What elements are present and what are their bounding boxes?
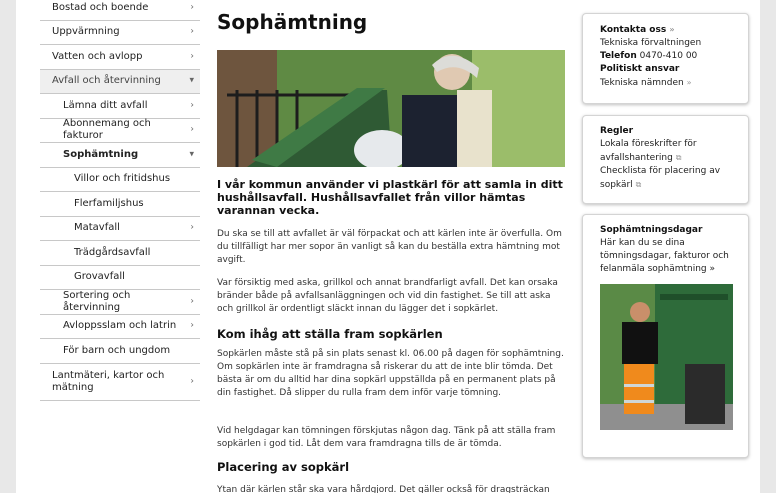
- chevron-right-icon[interactable]: ›: [190, 376, 194, 386]
- sidebar-item-bostad-och-boende[interactable]: [40, 0, 200, 21]
- sidebar-item-label: Bostad och boende: [52, 1, 149, 13]
- collection-days-box[interactable]: [582, 214, 749, 458]
- chevron-right-icon: »: [669, 25, 675, 34]
- woman-with-bin-illustration: [217, 50, 565, 167]
- sidebar-item-sortering-och-återvinning[interactable]: [40, 290, 200, 315]
- chevron-down-icon[interactable]: ▾: [189, 149, 194, 160]
- subheading-placement: Placering av sopkärl: [217, 460, 350, 474]
- chevron-right-icon[interactable]: ›: [190, 296, 194, 307]
- rules-box: [582, 115, 749, 204]
- garbage-truck-image: [600, 284, 733, 430]
- sidebar-item-label: Vatten och avlopp: [52, 50, 143, 62]
- sidebar-item-label: Sortering och återvinning: [63, 289, 131, 313]
- sidebar-item-label: Avfall och återvinning: [52, 75, 161, 87]
- sidebar-item-för-barn-och-ungdom[interactable]: [40, 339, 200, 364]
- chevron-right-icon[interactable]: ›: [190, 124, 194, 135]
- paragraph-fire-safety: Var försiktig med aska, grillkol och annat brandfarligt avfall. Det kan orsaka bränder både på avfallsanläggningen och vid din fastighet. Se till att aska och grillkol är ordentligt släckt innan du lägger det i sopkärlet.: [217, 278, 558, 314]
- subheading-remember: Kom ihåg att ställa fram sopkärlen: [217, 327, 443, 341]
- sidebar-item-label: Avloppsslam och latrin: [63, 320, 177, 332]
- contact-phone: Telefon 0470-410 00: [600, 51, 698, 61]
- sidebar-item-lämna-ditt-avfall[interactable]: [40, 94, 200, 119]
- sidebar-item-vatten-och-avlopp[interactable]: [40, 45, 200, 70]
- sidebar-item-label: Flerfamiljshus: [74, 197, 144, 209]
- sidebar-item-label: Sophämtning: [63, 148, 139, 160]
- rules-heading: Regler: [600, 126, 634, 136]
- chevron-right-icon[interactable]: ›: [190, 100, 194, 111]
- sidebar-item-grovavfall[interactable]: [40, 266, 200, 291]
- collection-days-text: Här kan du se dina tömningsdagar, fakturor och felanmäla sophämtning »: [600, 238, 729, 274]
- chevron-right-icon[interactable]: ›: [190, 26, 194, 37]
- rules-link-checklist[interactable]: Checklista för placering av sopkärl ⧉: [600, 166, 721, 190]
- sidebar-item-uppvärmning[interactable]: [40, 21, 200, 46]
- sidebar-item-avloppsslam-och-latrin[interactable]: [40, 315, 200, 340]
- sidebar-item-avfall-och-återvinning[interactable]: [40, 70, 200, 95]
- sidebar-item-label: Matavfall: [74, 222, 120, 234]
- sidebar-item-lantmäteri-kartor-och-mätning[interactable]: [40, 364, 200, 401]
- sidebar-item-villor-och-fritidshus[interactable]: [40, 168, 200, 193]
- political-link[interactable]: Tekniska nämnden »: [600, 78, 692, 88]
- paragraph-holidays: Vid helgdagar kan tömningen förskjutas någon dag. Tänk på att ställa fram sopkärlen i god tid. Låt dem vara framdragna tills de är tömda.: [217, 426, 556, 449]
- sidebar-item-sophämtning[interactable]: [40, 143, 200, 168]
- paragraph-packaging: Du ska se till att avfallet är väl förpackat och att kärlen inte är överfulla. Om du tillfälligt har mer sopor än vanligt så kan du beställa extra hämtning mot avgift.: [217, 229, 562, 265]
- hero-image: [217, 50, 565, 167]
- lead-paragraph: I vår kommun använder vi plastkärl för att samla in ditt hushållsavfall. Hushållsavfallet från villor hämtas varannan vecka.: [217, 178, 563, 217]
- contact-box: [582, 13, 749, 104]
- sidebar-item-label: Lantmäteri, kartor och mätning: [52, 369, 165, 393]
- sidebar-nav: [40, 0, 200, 401]
- sidebar-item-label: Uppvärmning: [52, 26, 120, 38]
- sidebar-item-flerfamiljshus[interactable]: [40, 192, 200, 217]
- chevron-down-icon[interactable]: ▾: [189, 75, 194, 86]
- sidebar-item-label: Lämna ditt avfall: [63, 99, 148, 111]
- sidebar-item-label: Trädgårdsavfall: [74, 246, 151, 258]
- sidebar-item-matavfall[interactable]: [40, 217, 200, 242]
- chevron-right-icon[interactable]: ›: [190, 222, 194, 233]
- sidebar-item-label: För barn och ungdom: [63, 344, 171, 356]
- political-heading: Politiskt ansvar: [600, 64, 680, 74]
- chevron-right-icon[interactable]: ›: [190, 2, 194, 13]
- contact-org: Tekniska förvaltningen: [600, 38, 702, 48]
- sidebar-item-label: Abonnemang och fakturor: [63, 118, 151, 142]
- chevron-right-icon[interactable]: ›: [190, 320, 194, 331]
- external-link-icon: ⧉: [675, 153, 682, 162]
- sidebar-item-trädgårdsavfall[interactable]: [40, 241, 200, 266]
- sidebar-item-label: Grovavfall: [74, 271, 125, 283]
- paragraph-placement-time: Sopkärlen måste stå på sin plats senast kl. 06.00 på dagen för sophämtning. Om sopkärlen inte är framdragna så riskerar du att de inte blir tömda. Det bästa är om du alltid har dina sopkärl uppställda på en permanent plats på din fastighet. Då slipper du rulla fram dem inför varje tömning.: [217, 349, 564, 398]
- paragraph-surface: Ytan där kärlen står ska vara hårdgjord. Det gäller också för dragsträckan: [217, 485, 550, 493]
- rules-link-regulations[interactable]: Lokala föreskrifter för avfallshantering ⧉: [600, 139, 697, 163]
- external-link-icon: ⧉: [635, 180, 642, 189]
- collection-days-heading: Sophämtningsdagar: [600, 225, 703, 235]
- chevron-right-icon[interactable]: ›: [190, 51, 194, 62]
- contact-link[interactable]: Kontakta oss »: [600, 25, 675, 35]
- chevron-right-icon: »: [686, 78, 692, 87]
- page-title: Sophämtning: [217, 10, 368, 34]
- sidebar-item-abonnemang-och-fakturor[interactable]: [40, 119, 200, 144]
- worker-truck-illustration: [600, 284, 733, 430]
- sidebar-item-label: Villor och fritidshus: [74, 173, 171, 185]
